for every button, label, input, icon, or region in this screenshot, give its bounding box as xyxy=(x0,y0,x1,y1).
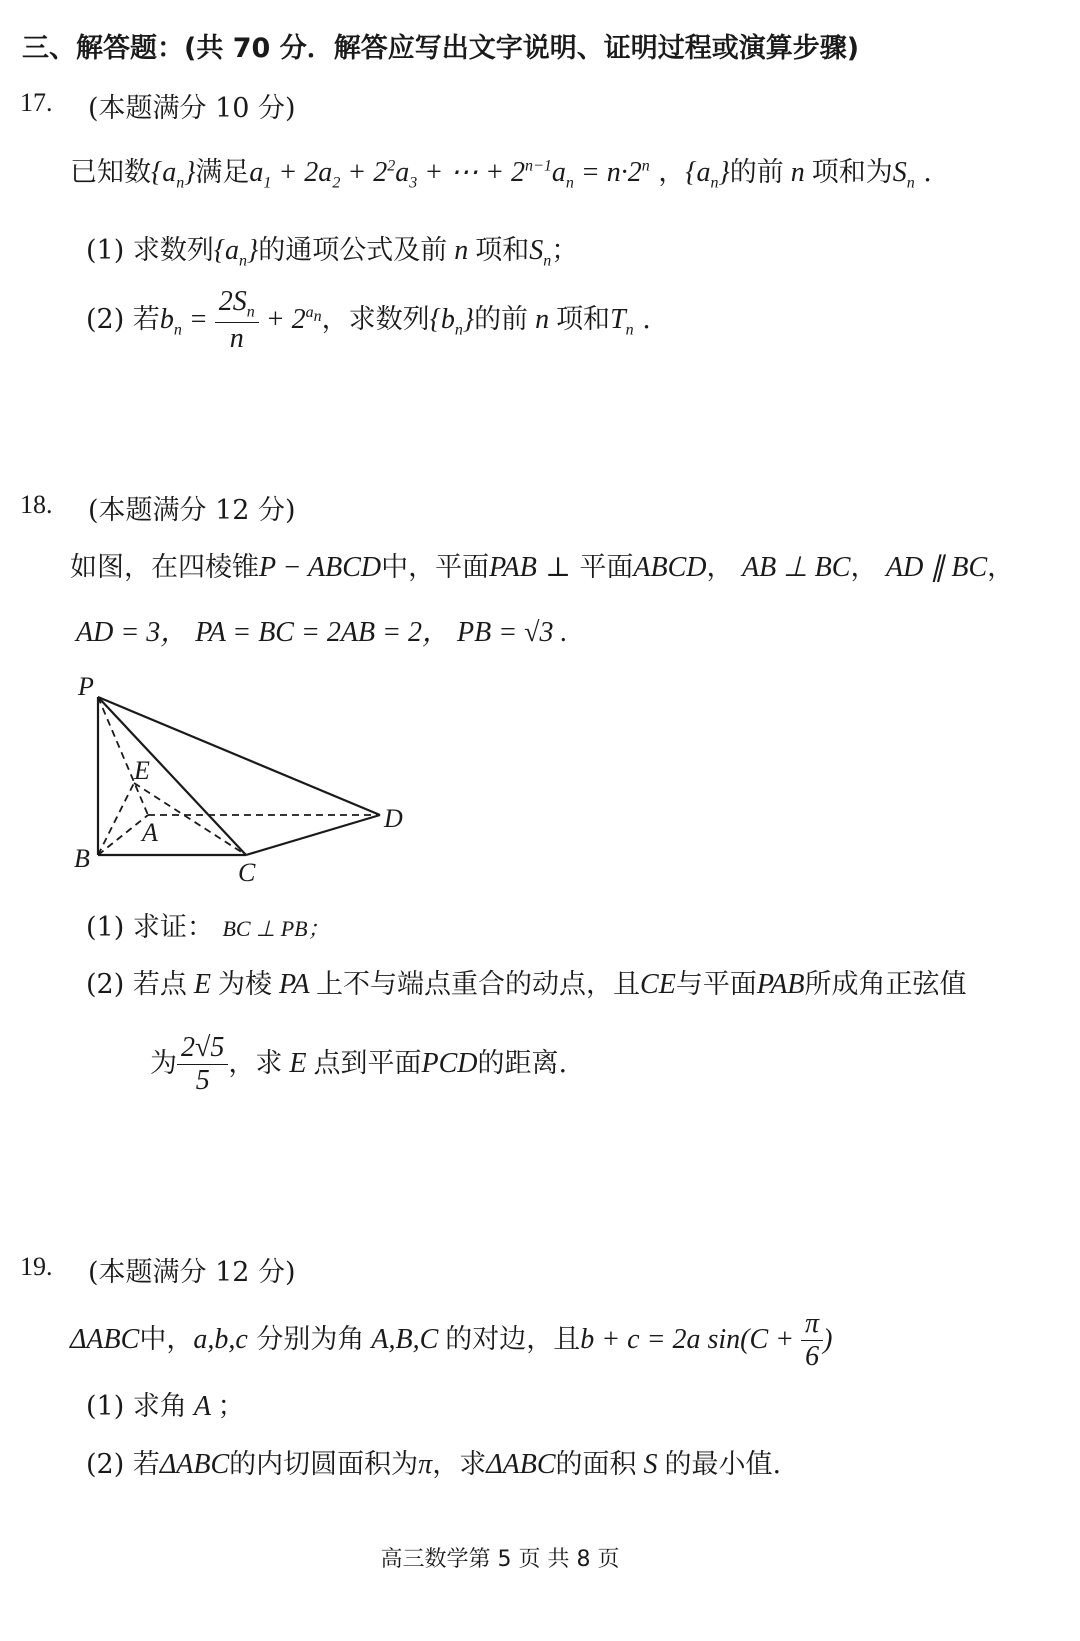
q-text: 为 xyxy=(150,1048,177,1079)
fraction: $\frac{\pi}{6}$ xyxy=(801,1308,823,1373)
q-text: 项和 xyxy=(475,235,530,266)
q-label: (1) xyxy=(86,235,125,266)
q-label: (2) xyxy=(86,303,125,335)
q-text: 与平面 xyxy=(675,969,757,1000)
stem-text: 已知数 xyxy=(70,157,151,188)
problem-17-stem: 已知数$\{a_n\}$满足$a_1 + 2a_2 + 2^2a_3$ + ⋯ + $2^{n-1}a_n = n\cdot 2^n$ ，$\{a_n\}$的前 n 项和为$S_n$ . xyxy=(70,157,932,192)
fraction: $\frac{2S_n}{n}$ xyxy=(215,286,259,355)
problem-19-q1: (1) 求角 A ； xyxy=(86,1391,245,1422)
problem-17-q2: (2) 若$b_n$ = $\frac{2S_n}{n}$ + $2^{a_n}$，求数列$\{b_n\}$的前 n 项和$T_n$ . xyxy=(86,286,651,354)
stem-text: 项和为 xyxy=(811,157,893,188)
label-D: D xyxy=(384,804,403,833)
problem-19-q2: (2) 若ΔABC的内切圆面积为π，求ΔABC的面积 S 的最小值. xyxy=(86,1449,782,1480)
problem-18-stem-line1: 如图，在四棱锥P − ABCD中，平面PAB ⊥ 平面ABCD， AB ⊥ BC， AD ∥ BC， xyxy=(70,552,1015,583)
q-label: (2) xyxy=(86,969,125,1000)
problem-18-q1 xyxy=(86,905,330,944)
stem-text: 平面 xyxy=(579,552,634,583)
problem-19-number: 19. xyxy=(20,1252,53,1281)
q-text: ，求数列 xyxy=(321,303,430,335)
q-text: 若 xyxy=(132,303,160,335)
problem-19-score: (本题满分 12 分) xyxy=(88,1257,296,1288)
stem-text: 的前 xyxy=(729,157,784,188)
label-A: A xyxy=(142,818,158,847)
stem-text: 的对边，且 xyxy=(445,1324,581,1355)
q-text: 的最小值. xyxy=(664,1449,782,1480)
q-text: 的距离. xyxy=(477,1048,568,1079)
problem-18-score: (本题满分 12 分) xyxy=(88,495,296,526)
stem-text: 分别为角 xyxy=(256,1324,365,1355)
q-text: 若点 xyxy=(132,969,187,1000)
edge-PC xyxy=(98,697,246,855)
edge-CD xyxy=(246,815,380,855)
label-C: C xyxy=(238,858,256,887)
problem-18-number: 18. xyxy=(20,490,53,519)
q-text: 若 xyxy=(132,1449,160,1480)
q-text: ，求 xyxy=(432,1449,487,1480)
q-text: ，求 xyxy=(228,1048,283,1079)
problem-18-stem-line2: AD = 3， PA = BC = 2AB = 2， PB = √3 . xyxy=(76,617,568,648)
problem-18-q2-line2: 为 $\frac{2√5}{5}$ ，求 E 点到平面PCD的距离. xyxy=(150,1032,568,1096)
stem-text: 中， xyxy=(139,1324,194,1355)
stem-text: 中，平面 xyxy=(381,552,490,583)
q-text: 的内切圆面积为 xyxy=(229,1449,419,1480)
q-text: 为棱 xyxy=(217,969,272,1000)
q-formula: BC ⊥ PB； xyxy=(222,916,330,941)
problem-17-number: 17. xyxy=(20,88,53,117)
label-E: E xyxy=(134,756,150,785)
q-text: 上不与端点重合的动点，且 xyxy=(316,969,641,1000)
label-P: P xyxy=(78,672,94,701)
section-title: 三、解答题：(共 70 分．解答应写出文字说明、证明过程或演算步骤) xyxy=(22,33,860,64)
segment-BE xyxy=(98,783,134,855)
q-text: 求角 xyxy=(132,1391,187,1422)
q-label: (2) xyxy=(86,1449,125,1480)
q-label: (1) xyxy=(86,1391,125,1422)
q-text: 项和 xyxy=(556,303,611,335)
label-B: B xyxy=(74,844,90,873)
stem-text: 如图，在四棱锥 xyxy=(70,552,259,583)
q-text: 求证： xyxy=(132,912,214,943)
q-text: 的面积 xyxy=(555,1449,637,1480)
problem-17-q1: (1) 求数列$\{a_n\}$的通项公式及前 n 项和$S_n$； xyxy=(86,235,579,270)
problem-19-stem: ΔABC中，a,b,c 分别为角 A,B,C 的对边，且b + c = 2a sin(C + $\frac{\pi}{6}$ ) xyxy=(70,1308,833,1372)
stem-text: 满足 xyxy=(195,157,250,188)
edge-AB xyxy=(98,815,148,855)
q-text: 所成角正弦值 xyxy=(804,969,967,1000)
problem-18-q2-line1: (2) 若点 E 为棱 PA 上不与端点重合的动点，且CE与平面PAB所成角正弦值 xyxy=(86,969,967,1000)
q-text: 点到平面 xyxy=(313,1048,422,1079)
q-text: 的通项公式及前 xyxy=(258,235,448,266)
page-footer: 高三数学第 5 页 共 8 页 xyxy=(380,1547,620,1572)
fraction: $\frac{2√5}{5}$ xyxy=(177,1032,228,1097)
q-text: 的前 xyxy=(474,303,529,335)
q-text: 求数列 xyxy=(132,235,214,266)
q-label: (1) xyxy=(86,912,125,943)
pyramid-figure xyxy=(60,665,430,895)
problem-17-score: (本题满分 10 分) xyxy=(88,93,296,124)
